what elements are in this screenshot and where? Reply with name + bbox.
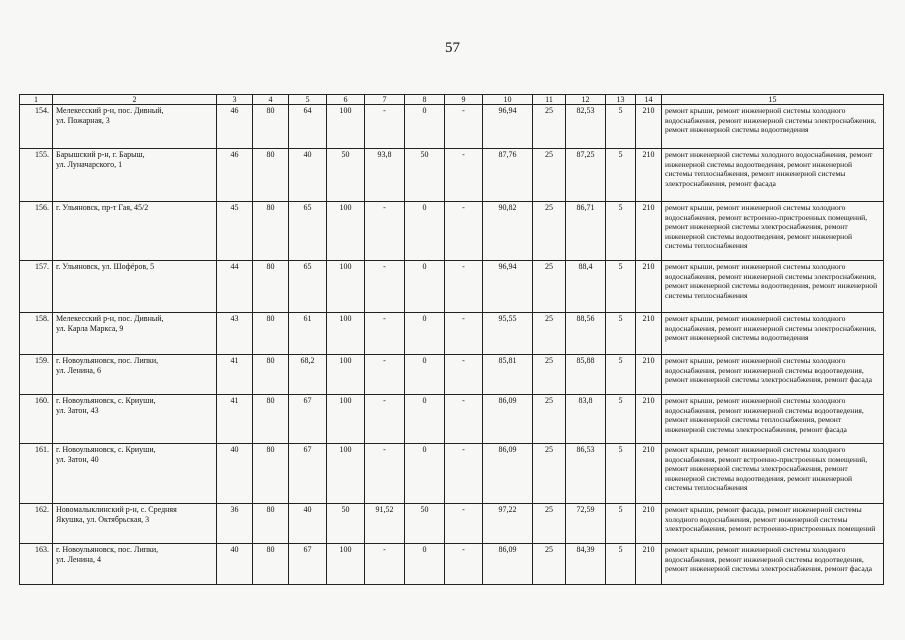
value-cell-c10: 95,55 bbox=[483, 313, 533, 355]
value-cell-c7: 91,52 bbox=[365, 504, 405, 544]
value-cell-c5: 40 bbox=[289, 149, 327, 202]
row-number: 156. bbox=[20, 202, 53, 261]
table-row bbox=[20, 395, 884, 444]
header-cell: 7 bbox=[365, 95, 405, 105]
value-cell-c12: 83,8 bbox=[566, 395, 606, 444]
works-cell: ремонт крыши, ремонт инженерной системы холодного водоснабжения, ремонт встроенно-пристроенных помещений, ремонт инженерной системы электроснабжения, ремонт инженерной системы водоотведения, ремонт инженерной системы теплоснабжения bbox=[662, 444, 884, 504]
value-cell-c7: - bbox=[365, 544, 405, 585]
value-cell-c5: 68,2 bbox=[289, 355, 327, 395]
header-cell: 5 bbox=[289, 95, 327, 105]
value-cell-c9: - bbox=[445, 313, 483, 355]
value-cell-c4: 80 bbox=[253, 202, 289, 261]
value-cell-c13: 5 bbox=[606, 313, 636, 355]
row-number: 163. bbox=[20, 544, 53, 585]
value-cell-c14: 210 bbox=[636, 149, 662, 202]
page-number: 57 bbox=[445, 40, 460, 56]
value-cell-c14: 210 bbox=[636, 105, 662, 149]
value-cell-c8: 0 bbox=[405, 105, 445, 149]
value-cell-c13: 5 bbox=[606, 202, 636, 261]
value-cell-c6: 100 bbox=[327, 105, 365, 149]
value-cell-c8: 0 bbox=[405, 444, 445, 504]
value-cell-c13: 5 bbox=[606, 149, 636, 202]
value-cell-c4: 80 bbox=[253, 313, 289, 355]
works-cell: ремонт инженерной системы холодного водоснабжения, ремонт инженерной системы водоотведения, ремонт инженерной системы теплоснабжения, ремонт инженерной системы электроснабжения, ремонт фасада bbox=[662, 149, 884, 202]
works-cell: ремонт крыши, ремонт инженерной системы холодного водоснабжения, ремонт инженерной системы электроснабжения, ремонт инженерной системы водоотведения, ремонт инженерной системы теплоснабжения bbox=[662, 261, 884, 313]
value-cell-c12: 82,53 bbox=[566, 105, 606, 149]
value-cell-c11: 25 bbox=[533, 444, 566, 504]
value-cell-c9: - bbox=[445, 202, 483, 261]
address-cell bbox=[53, 202, 217, 261]
value-cell-c9: - bbox=[445, 261, 483, 313]
value-cell-c5: 67 bbox=[289, 544, 327, 585]
value-cell-c12: 72,59 bbox=[566, 504, 606, 544]
table-row bbox=[20, 313, 884, 355]
value-cell-c7: - bbox=[365, 261, 405, 313]
header-row bbox=[20, 95, 884, 105]
value-cell-c13: 5 bbox=[606, 105, 636, 149]
address-cell bbox=[53, 261, 217, 313]
value-cell-c5: 40 bbox=[289, 504, 327, 544]
value-cell-c6: 100 bbox=[327, 261, 365, 313]
header-cell: 8 bbox=[405, 95, 445, 105]
value-cell-c4: 80 bbox=[253, 444, 289, 504]
works-cell: ремонт крыши, ремонт инженерной системы холодного водоснабжения, ремонт инженерной системы электроснабжения, ремонт инженерной системы водоотведения bbox=[662, 313, 884, 355]
header-cell: 4 bbox=[253, 95, 289, 105]
value-cell-c3: 43 bbox=[217, 313, 253, 355]
value-cell-c8: 0 bbox=[405, 395, 445, 444]
value-cell-c12: 86,53 bbox=[566, 444, 606, 504]
address-line: ул. Затон, 43 bbox=[56, 406, 99, 415]
value-cell-c13: 5 bbox=[606, 504, 636, 544]
value-cell-c14: 210 bbox=[636, 504, 662, 544]
value-cell-c10: 90,82 bbox=[483, 202, 533, 261]
value-cell-c3: 46 bbox=[217, 105, 253, 149]
address-cell bbox=[53, 444, 217, 504]
works-cell: ремонт крыши, ремонт инженерной системы холодного водоснабжения, ремонт инженерной системы водоотведения, ремонт инженерной системы теплоснабжения, ремонт инженерной системы электроснабжения, ремонт фасада bbox=[662, 395, 884, 444]
works-cell: ремонт крыши, ремонт инженерной системы холодного водоснабжения, ремонт инженерной системы электроснабжения, ремонт инженерной системы водоотведения bbox=[662, 105, 884, 149]
value-cell-c3: 41 bbox=[217, 395, 253, 444]
value-cell-c7: - bbox=[365, 313, 405, 355]
value-cell-c10: 86,09 bbox=[483, 395, 533, 444]
address-line: г. Новоульяновск, с. Криуши, bbox=[56, 445, 156, 454]
value-cell-c10: 96,94 bbox=[483, 105, 533, 149]
address-cell bbox=[53, 105, 217, 149]
address-cell bbox=[53, 395, 217, 444]
value-cell-c6: 50 bbox=[327, 149, 365, 202]
row-number: 160. bbox=[20, 395, 53, 444]
table-row bbox=[20, 355, 884, 395]
value-cell-c14: 210 bbox=[636, 355, 662, 395]
value-cell-c11: 25 bbox=[533, 261, 566, 313]
value-cell-c3: 44 bbox=[217, 261, 253, 313]
address-cell bbox=[53, 544, 217, 585]
value-cell-c14: 210 bbox=[636, 395, 662, 444]
value-cell-c7: - bbox=[365, 444, 405, 504]
address-cell bbox=[53, 504, 217, 544]
value-cell-c11: 25 bbox=[533, 202, 566, 261]
value-cell-c3: 40 bbox=[217, 544, 253, 585]
table-row bbox=[20, 544, 884, 585]
value-cell-c6: 100 bbox=[327, 355, 365, 395]
value-cell-c10: 87,76 bbox=[483, 149, 533, 202]
address-line: г. Новоульяновск, пос. Липки, bbox=[56, 545, 159, 554]
address-line: ул. Пожарная, 3 bbox=[56, 116, 110, 125]
value-cell-c7: - bbox=[365, 355, 405, 395]
address-line: г. Новоульяновск, с. Криуши, bbox=[56, 396, 156, 405]
row-number: 157. bbox=[20, 261, 53, 313]
value-cell-c8: 0 bbox=[405, 202, 445, 261]
value-cell-c13: 5 bbox=[606, 544, 636, 585]
value-cell-c9: - bbox=[445, 355, 483, 395]
value-cell-c11: 25 bbox=[533, 149, 566, 202]
value-cell-c9: - bbox=[445, 149, 483, 202]
address-line: Якушка, ул. Октябрьская, 3 bbox=[56, 515, 150, 524]
address-line: Мелекесский р-н, пос. Дивный, bbox=[56, 106, 164, 115]
address-line: г. Новоульяновск, пос. Липки, bbox=[56, 356, 159, 365]
value-cell-c5: 67 bbox=[289, 444, 327, 504]
address-line: Новомалыклинский р-н, с. Средняя bbox=[56, 505, 177, 514]
value-cell-c11: 25 bbox=[533, 313, 566, 355]
value-cell-c8: 0 bbox=[405, 355, 445, 395]
value-cell-c5: 65 bbox=[289, 202, 327, 261]
row-number: 162. bbox=[20, 504, 53, 544]
table-row bbox=[20, 149, 884, 202]
value-cell-c12: 84,39 bbox=[566, 544, 606, 585]
address-line: ул. Затон, 40 bbox=[56, 455, 99, 464]
value-cell-c6: 50 bbox=[327, 504, 365, 544]
value-cell-c11: 25 bbox=[533, 105, 566, 149]
value-cell-c3: 36 bbox=[217, 504, 253, 544]
value-cell-c14: 210 bbox=[636, 544, 662, 585]
value-cell-c3: 46 bbox=[217, 149, 253, 202]
value-cell-c6: 100 bbox=[327, 395, 365, 444]
row-number: 158. bbox=[20, 313, 53, 355]
header-cell: 9 bbox=[445, 95, 483, 105]
value-cell-c5: 65 bbox=[289, 261, 327, 313]
row-number: 154. bbox=[20, 105, 53, 149]
value-cell-c8: 0 bbox=[405, 313, 445, 355]
address-cell bbox=[53, 313, 217, 355]
works-cell: ремонт крыши, ремонт инженерной системы холодного водоснабжения, ремонт инженерной системы водоотведения, ремонт инженерной системы электроснабжения, ремонт фасада bbox=[662, 355, 884, 395]
header-cell: 10 bbox=[483, 95, 533, 105]
value-cell-c10: 86,09 bbox=[483, 444, 533, 504]
header-cell: 14 bbox=[636, 95, 662, 105]
value-cell-c4: 80 bbox=[253, 149, 289, 202]
address-line: ул. Луначарского, 1 bbox=[56, 160, 123, 169]
header-cell: 13 bbox=[606, 95, 636, 105]
value-cell-c6: 100 bbox=[327, 313, 365, 355]
value-cell-c14: 210 bbox=[636, 313, 662, 355]
value-cell-c12: 88,4 bbox=[566, 261, 606, 313]
header-cell: 1 bbox=[20, 95, 53, 105]
value-cell-c3: 40 bbox=[217, 444, 253, 504]
row-number: 161. bbox=[20, 444, 53, 504]
value-cell-c14: 210 bbox=[636, 202, 662, 261]
value-cell-c6: 100 bbox=[327, 202, 365, 261]
value-cell-c13: 5 bbox=[606, 395, 636, 444]
address-line: г. Ульяновск, пр-т Гая, 45/2 bbox=[56, 203, 149, 212]
table-row bbox=[20, 202, 884, 261]
value-cell-c6: 100 bbox=[327, 444, 365, 504]
value-cell-c6: 100 bbox=[327, 544, 365, 585]
value-cell-c8: 50 bbox=[405, 504, 445, 544]
value-cell-c8: 50 bbox=[405, 149, 445, 202]
value-cell-c4: 80 bbox=[253, 355, 289, 395]
header-cell: 3 bbox=[217, 95, 253, 105]
header-cell: 11 bbox=[533, 95, 566, 105]
value-cell-c5: 61 bbox=[289, 313, 327, 355]
address-line: ул. Ленина, 6 bbox=[56, 366, 101, 375]
value-cell-c12: 85,88 bbox=[566, 355, 606, 395]
value-cell-c4: 80 bbox=[253, 261, 289, 313]
value-cell-c9: - bbox=[445, 444, 483, 504]
value-cell-c11: 25 bbox=[533, 504, 566, 544]
value-cell-c10: 97,22 bbox=[483, 504, 533, 544]
value-cell-c9: - bbox=[445, 544, 483, 585]
value-cell-c4: 80 bbox=[253, 395, 289, 444]
value-cell-c7: - bbox=[365, 202, 405, 261]
value-cell-c10: 86,09 bbox=[483, 544, 533, 585]
value-cell-c13: 5 bbox=[606, 355, 636, 395]
value-cell-c4: 80 bbox=[253, 105, 289, 149]
works-cell: ремонт крыши, ремонт фасада, ремонт инженерной системы холодного водоснабжения, ремонт инженерной системы электроснабжения, ремонт встроенно-пристроенных помещений bbox=[662, 504, 884, 544]
value-cell-c12: 86,71 bbox=[566, 202, 606, 261]
table-row bbox=[20, 444, 884, 504]
address-cell bbox=[53, 149, 217, 202]
address-cell bbox=[53, 355, 217, 395]
value-cell-c4: 80 bbox=[253, 504, 289, 544]
header-cell: 15 bbox=[662, 95, 884, 105]
value-cell-c3: 45 bbox=[217, 202, 253, 261]
value-cell-c9: - bbox=[445, 504, 483, 544]
value-cell-c12: 88,56 bbox=[566, 313, 606, 355]
value-cell-c7: - bbox=[365, 105, 405, 149]
table-row bbox=[20, 261, 884, 313]
value-cell-c10: 96,94 bbox=[483, 261, 533, 313]
value-cell-c11: 25 bbox=[533, 395, 566, 444]
address-line: ул. Ленина, 4 bbox=[56, 555, 101, 564]
value-cell-c8: 0 bbox=[405, 544, 445, 585]
works-cell: ремонт крыши, ремонт инженерной системы холодного водоснабжения, ремонт встроенно-пристроенных помещений, ремонт инженерной системы электроснабжения, ремонт инженерной системы водоотведения, ремонт инженерной системы теплоснабжения bbox=[662, 202, 884, 261]
value-cell-c7: 93,8 bbox=[365, 149, 405, 202]
header-cell: 2 bbox=[53, 95, 217, 105]
value-cell-c14: 210 bbox=[636, 261, 662, 313]
header-cell: 12 bbox=[566, 95, 606, 105]
row-number: 155. bbox=[20, 149, 53, 202]
repair-table bbox=[19, 94, 884, 585]
value-cell-c5: 64 bbox=[289, 105, 327, 149]
value-cell-c10: 85,81 bbox=[483, 355, 533, 395]
works-cell: ремонт крыши, ремонт инженерной системы холодного водоснабжения, ремонт инженерной системы водоотведения, ремонт инженерной системы электроснабжения, ремонт фасада bbox=[662, 544, 884, 585]
value-cell-c3: 41 bbox=[217, 355, 253, 395]
value-cell-c9: - bbox=[445, 395, 483, 444]
value-cell-c14: 210 bbox=[636, 444, 662, 504]
address-line: ул. Карла Маркса, 9 bbox=[56, 324, 124, 333]
table-row bbox=[20, 504, 884, 544]
value-cell-c11: 25 bbox=[533, 355, 566, 395]
table-row bbox=[20, 105, 884, 149]
value-cell-c8: 0 bbox=[405, 261, 445, 313]
value-cell-c4: 80 bbox=[253, 544, 289, 585]
value-cell-c7: - bbox=[365, 395, 405, 444]
value-cell-c13: 5 bbox=[606, 444, 636, 504]
value-cell-c11: 25 bbox=[533, 544, 566, 585]
value-cell-c5: 67 bbox=[289, 395, 327, 444]
value-cell-c9: - bbox=[445, 105, 483, 149]
address-line: Мелекесский р-н, пос. Дивный, bbox=[56, 314, 164, 323]
header-cell: 6 bbox=[327, 95, 365, 105]
value-cell-c13: 5 bbox=[606, 261, 636, 313]
address-line: Барышский р-н, г. Барыш, bbox=[56, 150, 145, 159]
address-line: г. Ульяновск, ул. Шофёров, 5 bbox=[56, 262, 155, 271]
row-number: 159. bbox=[20, 355, 53, 395]
value-cell-c12: 87,25 bbox=[566, 149, 606, 202]
